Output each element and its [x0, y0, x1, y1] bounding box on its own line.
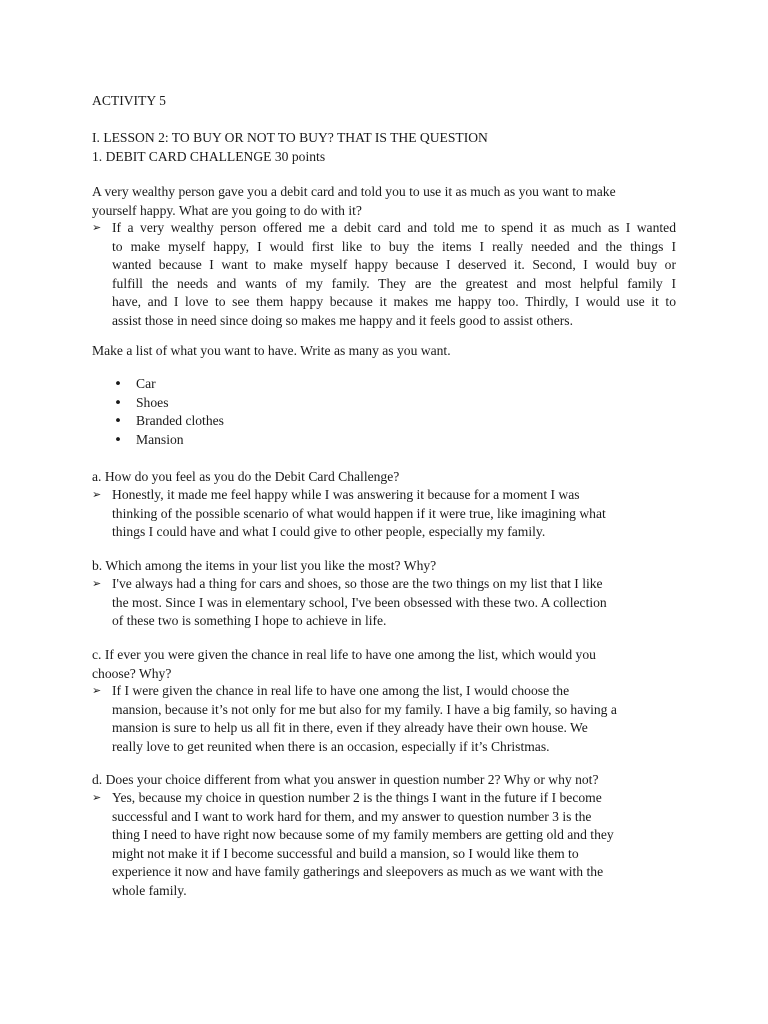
bullet-icon: •	[114, 431, 123, 448]
prompt-line: A very wealthy person gave you a debit card and told you to use it as much as you want to make	[92, 184, 616, 199]
question-text: choose? Why?	[92, 665, 172, 681]
list-item-label: Car	[136, 376, 156, 391]
answer-line: successful and I want to work hard for them, and my answer to question number 3 is the	[112, 808, 592, 824]
arrow-bullet-icon: ➢	[92, 684, 102, 697]
question-b	[92, 557, 692, 576]
answer-line: might not make it if I become successful and build a mansion, so I would like them to	[112, 845, 579, 861]
answer-line: experience it now and have family gatherings and sleepovers as much as we want with the	[112, 864, 604, 879]
list-item-label: Shoes	[136, 394, 169, 410]
bullet-icon: •	[114, 394, 123, 411]
answer-line: whole family.	[112, 882, 187, 898]
arrow-bullet-icon: ➢	[92, 221, 102, 234]
answer-line: thing I need to have right now because some of my family members are getting old and they	[112, 827, 614, 842]
list-item-label: Branded clothes	[136, 413, 224, 428]
question-c	[92, 646, 692, 683]
activity-title	[92, 92, 166, 111]
question-d	[92, 771, 692, 790]
answer-b-text	[112, 575, 676, 631]
lesson-heading	[92, 129, 488, 166]
challenge-title: 1. DEBIT CARD CHALLENGE 30 points	[92, 148, 326, 164]
list-item	[114, 394, 224, 413]
question-text: c. If ever you were given the chance in real life to have one among the list, which would you	[92, 647, 596, 662]
question-text: d. Does your choice different from what you answer in question number 2? Why or why not?	[92, 772, 599, 787]
wishlist	[114, 375, 224, 449]
challenge-prompt	[92, 183, 692, 220]
question-text: b. Which among the items in your list you like the most? Why?	[92, 558, 437, 573]
answer-line: wanted because I want to make myself happy because I deserved it. Second, I would buy or	[112, 257, 676, 272]
list-prompt	[92, 342, 692, 361]
answer-line: thinking of the possible scenario of what would happen if it were true, like imagining what	[112, 505, 606, 521]
question-text: a. How do you feel as you do the Debit Card Challenge?	[92, 469, 400, 484]
bullet-icon: •	[114, 413, 123, 429]
answer-a-text	[112, 486, 676, 542]
answer-line: the most. Since I was in elementary school, I've been obsessed with these two. A collection	[112, 594, 607, 610]
answer-line: of these two is something I hope to achieve in life.	[112, 613, 387, 628]
answer-line: Honestly, it made me feel happy while I was answering it because for a moment I was	[112, 487, 580, 502]
prompt-line: yourself happy. What are you going to do with it?	[92, 202, 362, 218]
arrow-bullet-icon: ➢	[92, 791, 102, 804]
list-item	[114, 412, 224, 431]
answer-line: Yes, because my choice in question number 2 is the things I want in the future if I become	[112, 790, 602, 805]
question-a	[92, 468, 692, 487]
list-item	[114, 375, 224, 394]
list-item-label: Mansion	[136, 431, 184, 447]
answer-line: things I could have and what I could give to other people, especially my family.	[112, 524, 546, 539]
arrow-bullet-icon: ➢	[92, 488, 102, 501]
list-prompt-text: Make a list of what you want to have. Write as many as you want.	[92, 343, 451, 358]
list-item	[114, 431, 224, 450]
main-answer-text	[112, 219, 676, 330]
answer-line: have, and I love to see them happy because it makes me happy too. Thirdly, I would use it to	[112, 294, 676, 309]
lesson-title: I. LESSON 2: TO BUY OR NOT TO BUY? THAT IS THE QUESTION	[92, 130, 488, 145]
arrow-bullet-icon: ➢	[92, 577, 102, 590]
answer-line: fulfill the needs and wants of my family. They are the greatest and most helpful family I	[112, 275, 676, 291]
answer-line: If I were given the chance in real life to have one among the list, I would choose the	[112, 683, 570, 698]
answer-d-text	[112, 789, 676, 900]
answer-line: to make myself happy, I would first like to buy the items I really needed and the things I	[112, 238, 676, 254]
answer-line: mansion, because it’s not only for me but also for my family. I have a big family, so having a	[112, 701, 617, 717]
activity-title-text: ACTIVITY 5	[92, 93, 166, 108]
answer-line: mansion is sure to help us all fit in there, even if they already have their own house. We	[112, 720, 588, 735]
answer-line: I've always had a thing for cars and shoes, so those are the two things on my list that I like	[112, 576, 603, 591]
bullet-icon: •	[114, 376, 123, 392]
answer-line: really love to get reunited when there is an occasion, especially if it’s Christmas.	[112, 738, 550, 754]
answer-line: If a very wealthy person offered me a debit card and told me to spend it as much as I wanted	[112, 220, 676, 235]
answer-c-text	[112, 682, 676, 756]
answer-line: assist those in need since doing so makes me happy and it feels good to assist others.	[112, 312, 573, 328]
